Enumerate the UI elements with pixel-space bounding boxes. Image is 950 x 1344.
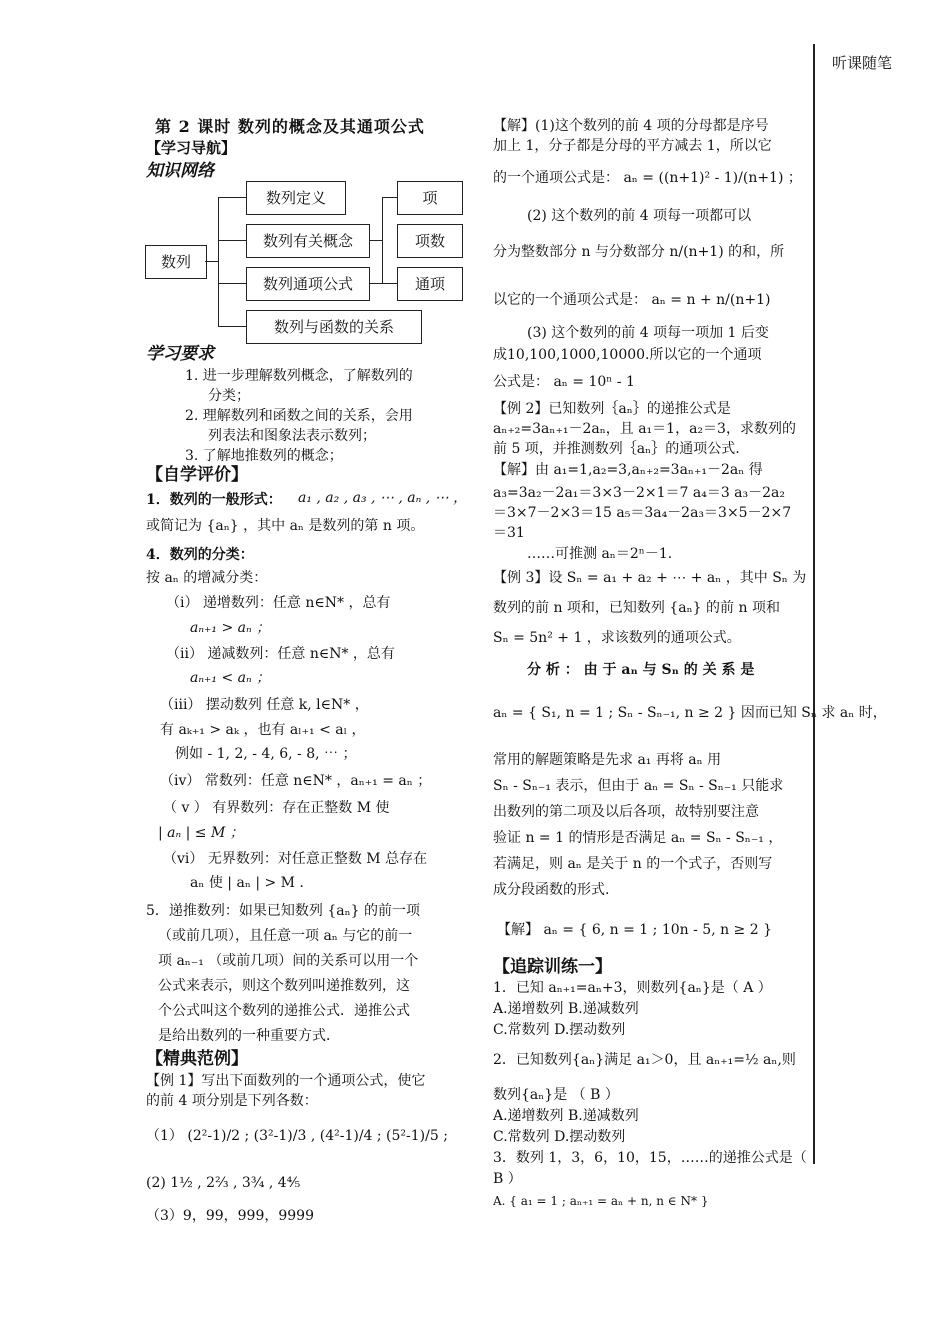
ex2-line: aₙ₊₂=3aₙ₊₁－2aₙ，且 a₁＝1，a₂＝3，求数列的 bbox=[493, 421, 796, 437]
ex1-part3: （3）9，99，999，9999 bbox=[146, 1208, 314, 1224]
se-1-formula: a₁ , a₂ , a₃ , ⋯ , aₙ , ⋯ ， bbox=[298, 490, 468, 506]
se-i1: （i） 递增数列：任意 n∈N* ，总有 bbox=[166, 595, 391, 611]
sidebar-notes-label: 听课随笔 bbox=[832, 54, 893, 72]
se-i2: （ii） 递减数列：任意 n∈N* ，总有 bbox=[166, 646, 395, 662]
ex2sol-line: ＝31 bbox=[493, 525, 525, 541]
se-5-line: 5．递推数列：如果已知数列 {aₙ} 的前一项 bbox=[146, 903, 421, 919]
sol2-line: (2) 这个数列的前 4 项每一项都可以 bbox=[527, 208, 752, 224]
knowledge-net-heading: 知识网络 bbox=[146, 161, 214, 181]
q2-line: 数列{aₙ}是 （ B ） bbox=[493, 1087, 619, 1103]
se-4: 4．数列的分类： bbox=[146, 547, 254, 563]
req-line: 3. 了解地推数列的概念； bbox=[185, 448, 343, 464]
analysis-line: Sₙ - Sₙ₋₁ 表示，但由于 aₙ = Sₙ - Sₙ₋₁ 只能求 bbox=[493, 778, 784, 794]
analysis-line: 若满足，则 aₙ 是关于 n 的一个式子，否则写 bbox=[493, 856, 773, 872]
se-i5b: | aₙ | ≤ M ； bbox=[158, 825, 244, 841]
se-5-line: 公式来表示，则这个数列叫递推数列，这 bbox=[158, 978, 410, 994]
sol2-line: 分为整数部分 n 与分数部分 n/(n+1) 的和，所 bbox=[493, 244, 785, 260]
diagram-node-concepts: 数列有关概念 bbox=[246, 224, 370, 258]
se-5-line: （或前几项），且任意一项 aₙ 与它的前一 bbox=[158, 928, 413, 944]
ex3-answer: 【解】 aₙ = { 6, n = 1 ; 10n - 5, n ≥ 2 } bbox=[497, 922, 773, 938]
q1-line: 1．已知 aₙ₊₁=aₙ+3，则数列{aₙ}是（ A ） bbox=[493, 980, 772, 996]
ex2sol-line: ＝3×7－2×3＝15 a₅＝3a₄－2a₃＝3×5－2×7 bbox=[493, 505, 792, 521]
ex2-line: 【例 2】已知数列｛aₙ｝的递推公式是 bbox=[493, 401, 731, 417]
analysis-line: 验证 n = 1 的情形是否满足 aₙ = Sₙ - Sₙ₋₁ ， bbox=[493, 830, 783, 846]
se-i5: （ v ） 有界数列：存在正整数 M 使 bbox=[163, 800, 390, 816]
ex3-line: Sₙ = 5n² + 1 ，求该数列的通项公式。 bbox=[493, 630, 741, 646]
sol1-line: 加上 1，分子都是分母的平方减去 1，所以它 bbox=[493, 138, 772, 154]
ex2sol-line: a₃=3a₂－2a₁＝3×3－2×1＝7 a₄＝3 a₃－2a₂ bbox=[493, 485, 786, 501]
self-eval-heading: 【自学评价】 bbox=[146, 465, 248, 485]
req-line: 1. 进一步理解数列概念，了解数列的 bbox=[185, 368, 413, 384]
diagram-node-formula: 数列通项公式 bbox=[246, 267, 370, 301]
ex2sol-line: ……可推测 aₙ＝2ⁿ－1. bbox=[527, 546, 673, 562]
section-guide: 【学习导航】 bbox=[146, 139, 237, 157]
ex2-line: 前 5 项，并推测数列｛aₙ｝的通项公式. bbox=[493, 441, 740, 457]
se-5-line: 个公式叫这个数列的递推公式．递推公式 bbox=[158, 1003, 410, 1019]
q1-line: A.递增数列 B.递减数列 bbox=[493, 1001, 639, 1017]
analysis-line: 常用的解题策略是先求 a₁ 再将 aₙ 用 bbox=[493, 752, 722, 768]
sol3-line: (3) 这个数列的前 4 项每一项加 1 后变 bbox=[527, 325, 769, 341]
analysis-line: 成分段函数的形式. bbox=[493, 882, 610, 898]
req-line: 分类； bbox=[208, 388, 250, 404]
q2-line: C.常数列 D.摆动数列 bbox=[493, 1129, 626, 1145]
sol3-line: 成10,100,1000,10000.所以它的一个通项 bbox=[493, 347, 762, 363]
sol3-line: 公式是： aₙ = 10ⁿ - 1 bbox=[493, 374, 635, 390]
sol1-line: 的一个通项公式是： aₙ = ((n+1)² - 1)/(n+1) ； bbox=[493, 170, 802, 186]
page-title: 第 2 课时 数列的概念及其通项公式 bbox=[155, 117, 425, 136]
se-i1b: aₙ₊₁ > aₙ ； bbox=[190, 620, 271, 636]
se-5-line: 项 aₙ₋₁ （或前几项）间的关系可以用一个 bbox=[158, 953, 419, 969]
se-4b: 按 aₙ 的增减分类： bbox=[146, 570, 268, 586]
q3-line: A. { a₁ = 1 ; aₙ₊₁ = aₙ + n, n ∈ N* } bbox=[493, 1194, 709, 1208]
se-i4: （iv） 常数列：任意 n∈N* ，aₙ₊₁ = aₙ ； bbox=[160, 773, 432, 789]
diagram-node-count: 项数 bbox=[397, 224, 463, 258]
analysis-line: 分 析 ： 由 于 aₙ 与 Sₙ 的 关 系 是 bbox=[527, 662, 755, 678]
examples-heading: 【精典范例】 bbox=[146, 1049, 248, 1069]
ex3-line: 数列的前 n 项和，已知数列 {aₙ} 的前 n 项和 bbox=[493, 600, 780, 616]
ex1-line: 【例 1】写出下面数列的一个通项公式，使它 bbox=[146, 1073, 426, 1089]
ex1-part2: (2) 1½ , 2⅔ , 3¾ , 4⅘ bbox=[146, 1175, 301, 1191]
se-i6: （vi） 无界数列：对任意正整数 M 总存在 bbox=[163, 851, 428, 867]
se-i6b: aₙ 使 | aₙ | > M ． bbox=[190, 875, 314, 891]
requirements-heading: 学习要求 bbox=[146, 344, 214, 364]
se-i3b: 有 aₖ₊₁ > aₖ ，也有 aₗ₊₁ < aₗ ， bbox=[160, 722, 366, 738]
req-line: 列表法和图象法表示数列； bbox=[208, 428, 376, 444]
q1-line: C.常数列 D.摆动数列 bbox=[493, 1022, 626, 1038]
req-line: 2. 理解数列和函数之间的关系，会用 bbox=[185, 408, 413, 424]
ex1-part1: （1） (2²-1)/2 ; (3²-1)/3 , (4²-1)/4 ; (5²-1)/5 ; bbox=[146, 1128, 448, 1144]
tracking-heading: 【追踪训练一】 bbox=[493, 957, 612, 977]
se-i3c: 例如 - 1, 2, - 4, 6, - 8, ⋯ ； bbox=[175, 746, 357, 762]
ex3-line: 【例 3】设 Sₙ = a₁ + a₂ + ⋯ + aₙ ，其中 Sₙ 为 bbox=[493, 570, 807, 586]
q3-line: 3．数列 1，3，6，10，15，……的递推公式是（ bbox=[493, 1150, 807, 1166]
diagram-node-definition: 数列定义 bbox=[246, 181, 346, 215]
se-5-line: 是给出数列的一种重要方式． bbox=[158, 1028, 340, 1044]
diagram-node-function: 数列与函数的关系 bbox=[246, 310, 422, 344]
diagram-node-general-term: 通项 bbox=[397, 267, 463, 301]
ex1-line: 的前 4 项分别是下列各数： bbox=[146, 1093, 318, 1109]
diagram-node-term: 项 bbox=[397, 181, 463, 215]
q2-line: 2．已知数列{aₙ}满足 a₁＞0，且 aₙ₊₁=½ aₙ,则 bbox=[493, 1052, 796, 1068]
sol2-line: 以它的一个通项公式是： aₙ = n + n/(n+1) bbox=[493, 292, 771, 308]
analysis-line: 出数列的第二项及以后各项，故特别要注意 bbox=[493, 804, 759, 820]
diagram-root: 数列 bbox=[145, 245, 207, 279]
ex2sol-line: 【解】由 a₁=1,a₂=3,aₙ₊₂=3aₙ₊₁－2aₙ 得 bbox=[493, 462, 763, 478]
se-1-label: 1．数列的一般形式： bbox=[146, 492, 282, 508]
sidebar-divider bbox=[813, 44, 815, 1164]
sol1-line: 【解】(1)这个数列的前 4 项的分母都是序号 bbox=[493, 118, 769, 134]
se-2: 或简记为 {aₙ} ，其中 aₙ 是数列的第 n 项。 bbox=[146, 518, 425, 534]
analysis-line: aₙ = { S₁, n = 1 ; Sₙ - Sₙ₋₁, n ≥ 2 } 因而已知 Sₙ 求 aₙ 时， bbox=[493, 705, 887, 721]
q2-line: A.递增数列 B.递减数列 bbox=[493, 1108, 639, 1124]
se-i3: （iii） 摆动数列 任意 k, l∈N* ， bbox=[160, 697, 369, 713]
se-i2b: aₙ₊₁ < aₙ ； bbox=[190, 670, 271, 686]
q3-line: B ） bbox=[493, 1171, 522, 1187]
